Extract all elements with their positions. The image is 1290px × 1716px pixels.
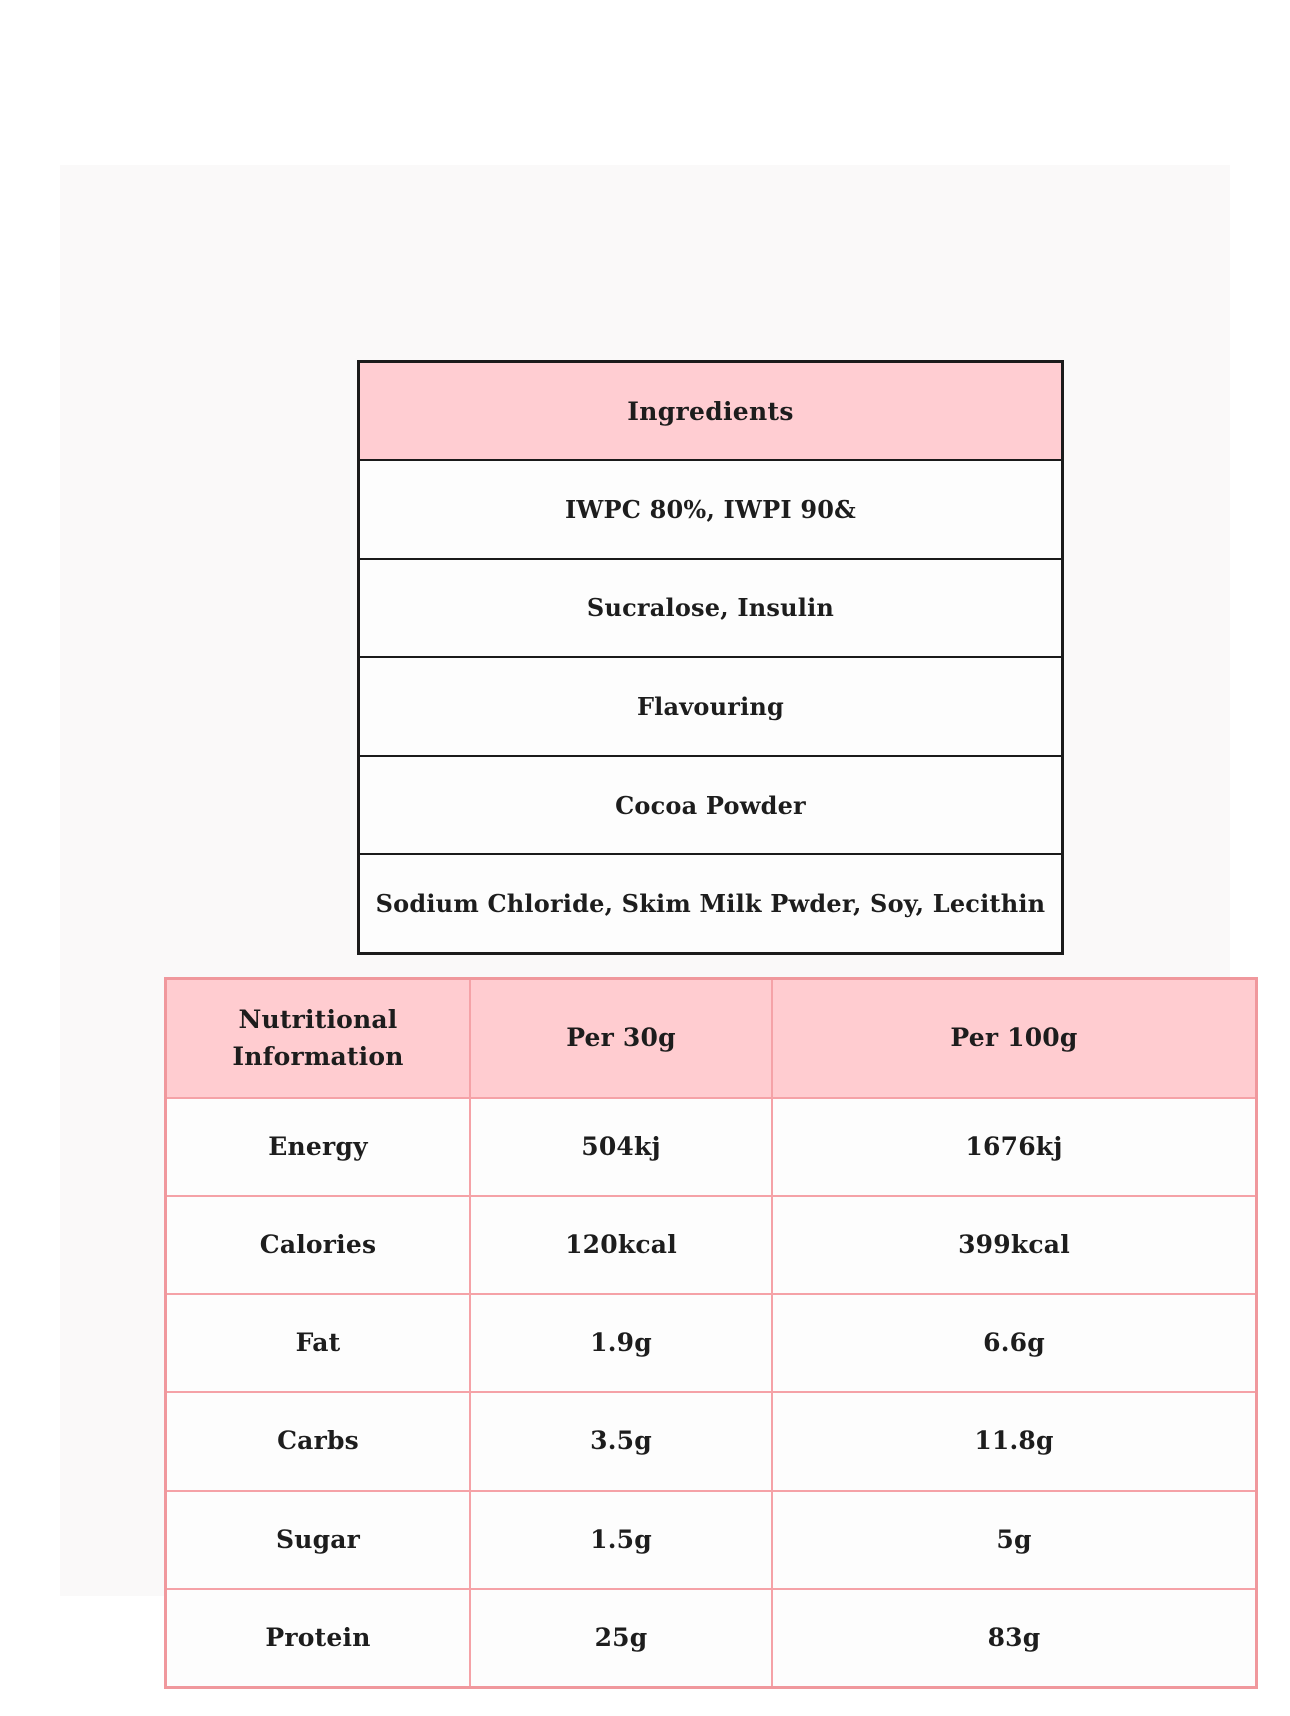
row-value: 120kcal (565, 1230, 677, 1260)
row-value: 1676kj (965, 1131, 1063, 1161)
nutrition-row-energy-label (167, 1097, 469, 1195)
ingredients-row-text: Sucralose, Insulin (586, 593, 835, 623)
nutrition-row-sugar-per-100g (771, 1490, 1255, 1588)
nutrition-header-per-30g (469, 980, 771, 1097)
nutrition-row-calories-label (167, 1195, 469, 1293)
nutrition-row-calories-per-30g (469, 1195, 771, 1293)
row-value: 83g (987, 1622, 1041, 1652)
nutrition-row-energy-per-30g (469, 1097, 771, 1195)
row-label: Protein (265, 1622, 371, 1652)
nutrition-row-sugar-per-30g (469, 1490, 771, 1588)
ingredients-title: Ingredients (627, 396, 794, 426)
nutrition-row-carbs-label (167, 1391, 469, 1489)
ingredients-row-text: Flavouring (636, 691, 785, 721)
nutrition-row-carbs-per-100g (771, 1391, 1255, 1489)
nutrition-header-per-30g-text: Per 30g (566, 1023, 676, 1053)
nutrition-table (164, 977, 1258, 1689)
row-value: 25g (594, 1622, 648, 1652)
ingredients-table-header (360, 363, 1061, 459)
ingredients-row-text: Sodium Chloride, Skim Milk Pwder, Soy, Lecithin (375, 889, 1046, 919)
ingredients-row-text: Cocoa Powder (615, 790, 806, 820)
row-value: 1.5g (590, 1524, 652, 1554)
ingredients-row-text: IWPC 80%, IWPI 90& (564, 494, 857, 524)
row-value: 3.5g (590, 1426, 652, 1456)
row-label: Energy (268, 1131, 368, 1161)
nutrition-row-fat-per-30g (469, 1293, 771, 1391)
nutrition-row-protein-per-30g (469, 1588, 771, 1686)
nutrition-header-title: Nutritional Information (232, 1005, 404, 1071)
row-label: Sugar (275, 1524, 361, 1554)
row-value: 1.9g (590, 1328, 652, 1358)
nutrition-row-calories-per-100g (771, 1195, 1255, 1293)
row-label: Fat (295, 1328, 341, 1358)
row-label: Calories (259, 1230, 377, 1260)
ingredients-row (360, 459, 1061, 558)
row-value: 5g (996, 1524, 1032, 1554)
nutrition-row-protein-label (167, 1588, 469, 1686)
nutrition-row-sugar-label (167, 1490, 469, 1588)
row-label: Carbs (277, 1426, 359, 1456)
row-value: 399kcal (958, 1230, 1070, 1260)
row-value: 6.6g (983, 1328, 1045, 1358)
nutrition-row-energy-per-100g (771, 1097, 1255, 1195)
nutrition-row-fat-per-100g (771, 1293, 1255, 1391)
ingredients-row (360, 853, 1061, 952)
row-value: 11.8g (974, 1426, 1054, 1456)
row-value: 504kj (581, 1131, 661, 1161)
nutrition-header-per-100g-text: Per 100g (950, 1023, 1078, 1053)
nutrition-row-carbs-per-30g (469, 1391, 771, 1489)
nutrition-header-label-column (167, 980, 469, 1097)
content-card (60, 165, 1230, 1652)
ingredients-row (360, 656, 1061, 755)
ingredients-table (357, 360, 1064, 955)
ingredients-row (360, 558, 1061, 657)
nutrition-row-protein-per-100g (771, 1588, 1255, 1686)
nutrition-row-fat-label (167, 1293, 469, 1391)
ingredients-row (360, 755, 1061, 854)
nutrition-header-per-100g (771, 980, 1255, 1097)
